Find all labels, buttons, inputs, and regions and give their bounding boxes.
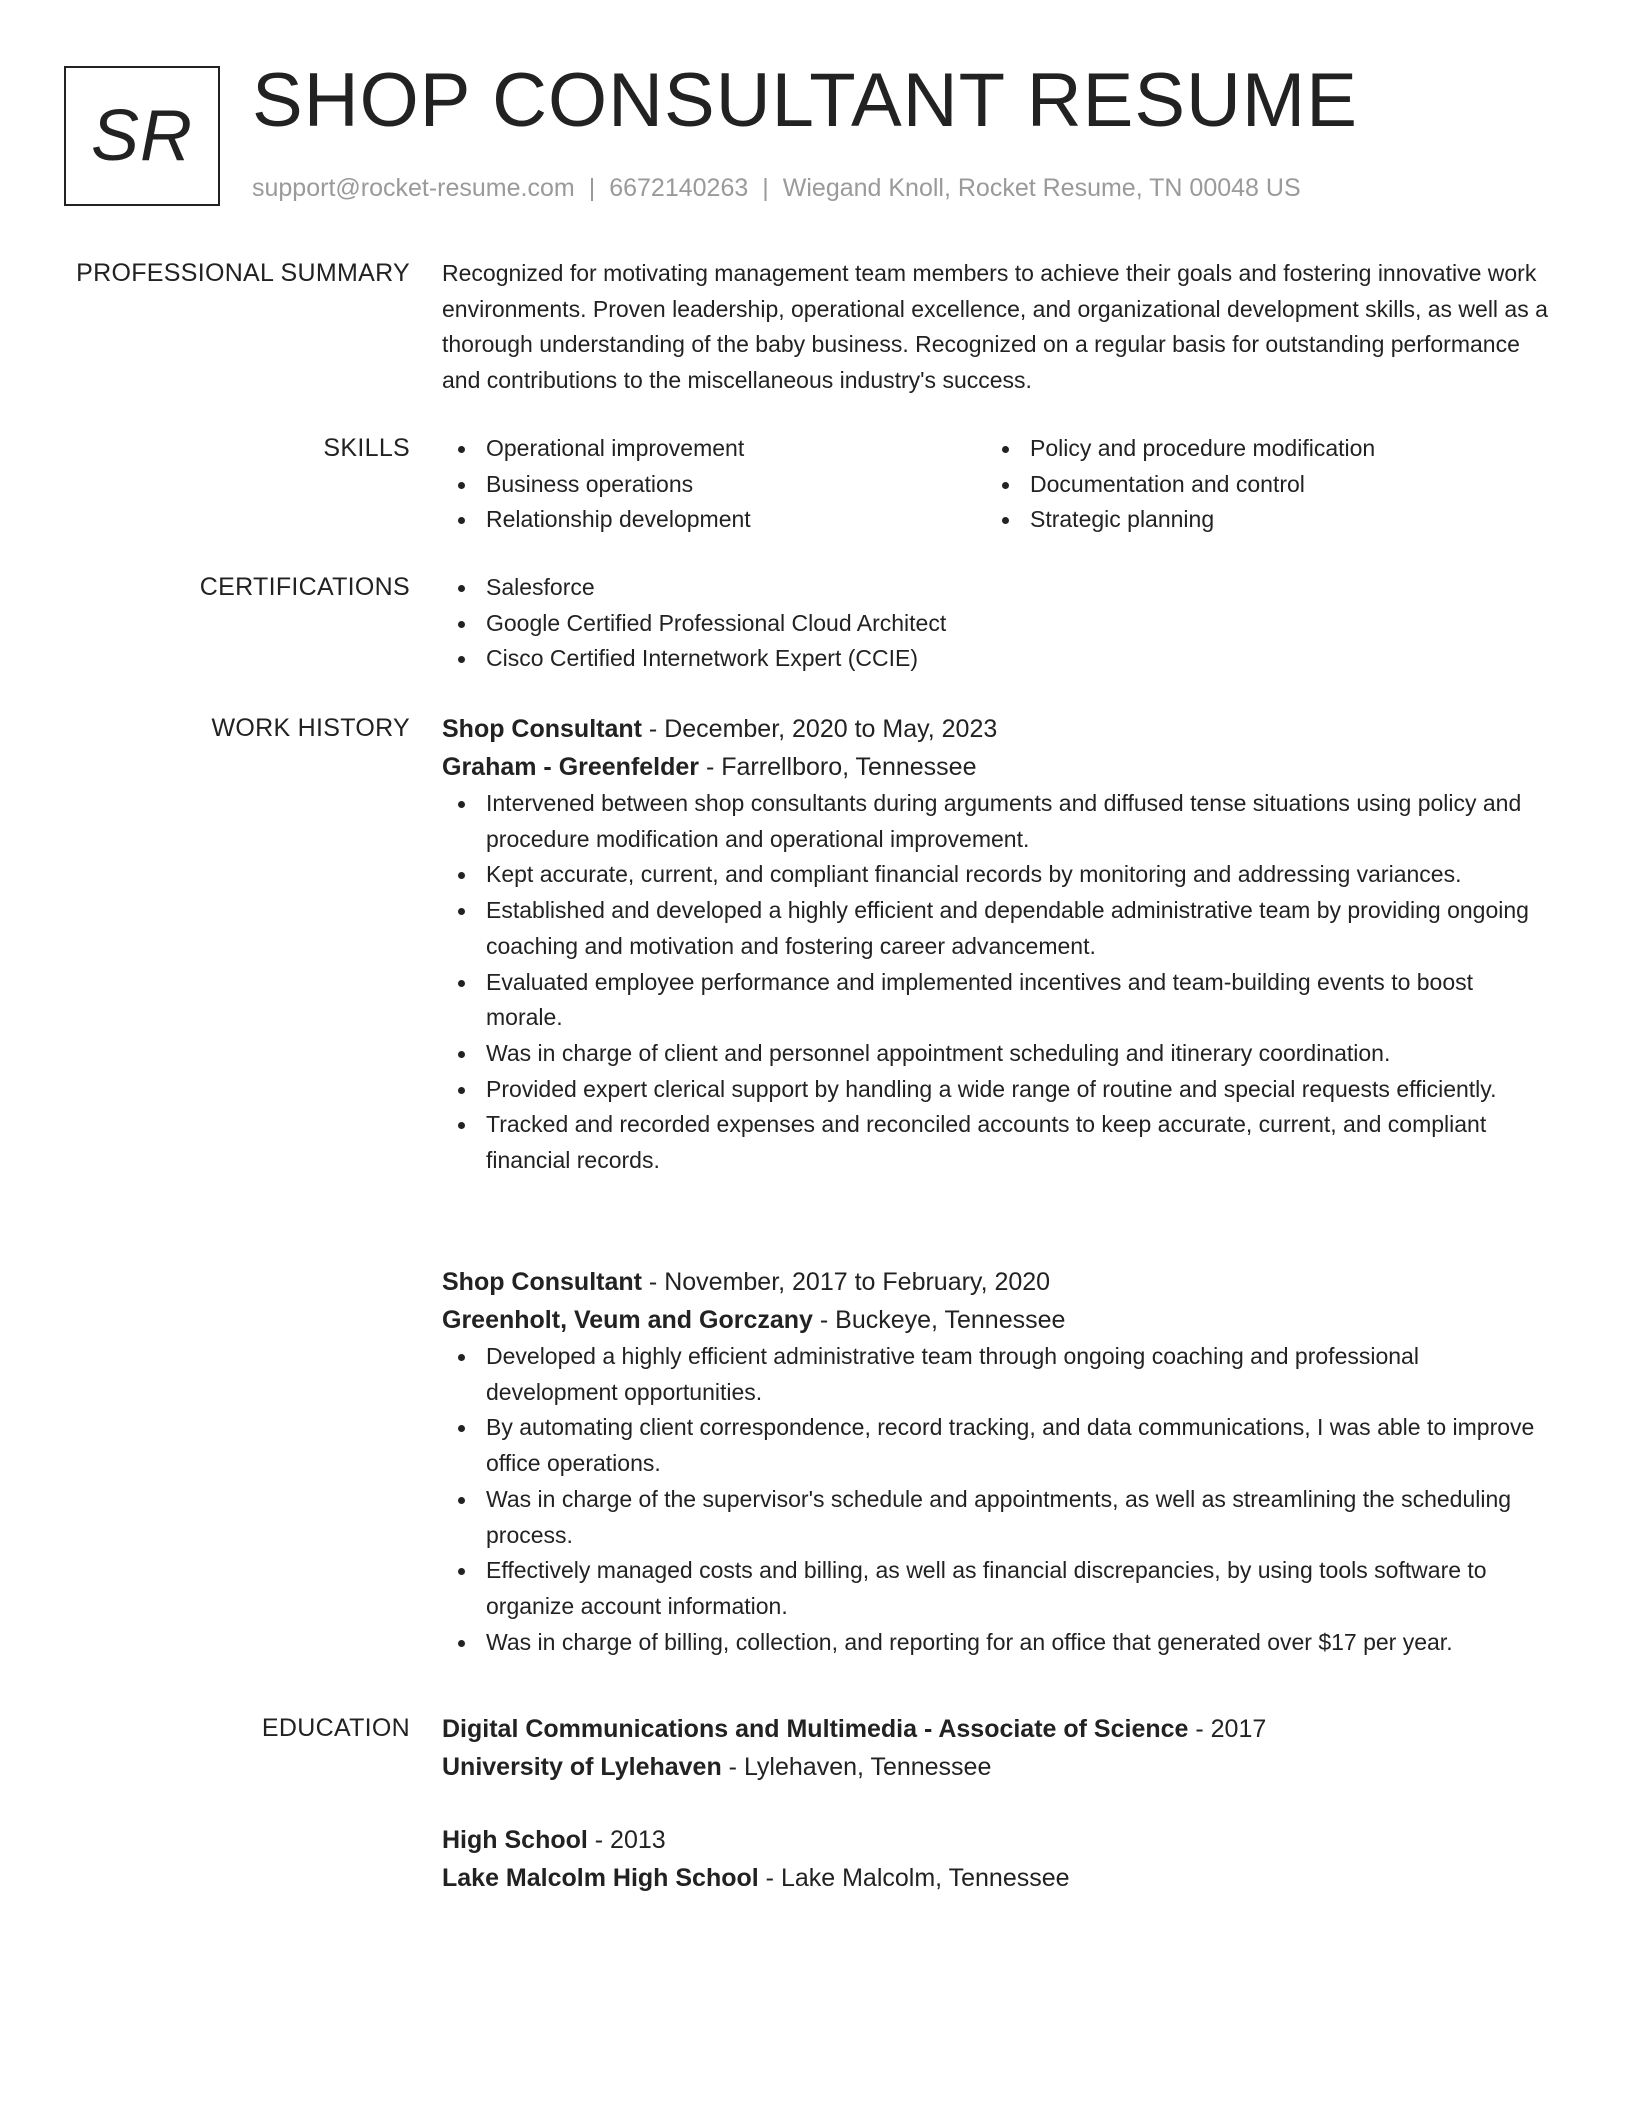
job-duty: Effectively managed costs and billing, as well as financial discrepancies, by using tools software to organize account information.: [486, 1553, 1552, 1624]
education-location: - Lylehaven, Tennessee: [721, 1752, 992, 1781]
job-duty: Developed a highly efficient administrative team through ongoing coaching and professional development opportunities.: [486, 1339, 1552, 1410]
contact-email[interactable]: support@rocket-resume.com: [252, 174, 575, 202]
job-duty: Evaluated employee performance and implemented incentives and team-building events to boost morale.: [486, 965, 1552, 1036]
education-year: - 2017: [1188, 1715, 1267, 1743]
job-duty: By automating client correspondence, record tracking, and data communications, I was able to improve office operations.: [486, 1410, 1552, 1481]
skills-list: [442, 431, 986, 538]
job-dates: - November, 2017 to February, 2020: [641, 1268, 1051, 1296]
contact-separator: |: [588, 174, 596, 202]
education-location: - Lake Malcolm, Tennessee: [758, 1863, 1070, 1892]
certification-item: Cisco Certified Internetwork Expert (CCIE): [486, 641, 1552, 677]
job-title: Shop Consultant: [442, 715, 642, 743]
education-school-line: [442, 1749, 1552, 1787]
job-title-line: [442, 711, 1552, 749]
skill-item: Strategic planning: [1030, 502, 1530, 538]
education-degree-line: [442, 1822, 1552, 1860]
job-title: Shop Consultant: [442, 1268, 642, 1296]
job-duty: Was in charge of the supervisor's schedule and appointments, as well as streamlining the scheduling process.: [486, 1482, 1552, 1553]
job-duty: Kept accurate, current, and compliant financial records by monitoring and addressing variances.: [486, 857, 1552, 893]
job-entry: [442, 711, 1552, 1179]
job-duty: Was in charge of billing, collection, and reporting for an office that generated over $17 per year.: [486, 1625, 1552, 1661]
certification-item: Google Certified Professional Cloud Architect: [486, 606, 1552, 642]
skills-heading: SKILLS: [323, 434, 410, 462]
education-entry: [442, 1822, 1552, 1897]
resume-title: SHOP CONSULTANT RESUME: [252, 58, 1358, 143]
certifications-body: [442, 570, 1552, 677]
job-title-line: [442, 1264, 1552, 1302]
skill-item: Relationship development: [486, 502, 986, 538]
job-duties-list: [442, 1339, 1552, 1660]
education-year: - 2013: [587, 1826, 666, 1854]
skill-item: Policy and procedure modification: [1030, 431, 1530, 467]
monogram-initials: SR: [90, 96, 194, 176]
job-location: - Buckeye, Tennessee: [812, 1305, 1066, 1334]
job-location: - Farrellboro, Tennessee: [699, 752, 977, 781]
job-duties-list: [442, 786, 1552, 1179]
contact-phone[interactable]: 6672140263: [609, 174, 749, 202]
job-dates: - December, 2020 to May, 2023: [641, 715, 998, 743]
education-degree: High School: [442, 1826, 588, 1854]
job-entry: [442, 1264, 1552, 1660]
job-duty: Intervened between shop consultants during arguments and diffused tense situations using policy and procedure modification and operational improvement.: [486, 786, 1552, 857]
certification-item: Salesforce: [486, 570, 1552, 606]
job-duty: Provided expert clerical support by handling a wide range of routine and special requests efficiently.: [486, 1072, 1552, 1108]
contact-separator: |: [762, 174, 769, 202]
contact-line: [252, 172, 1301, 204]
job-duty: Tracked and recorded expenses and reconciled accounts to keep accurate, current, and compliant financial records.: [486, 1107, 1552, 1178]
skills-list: [986, 431, 1530, 538]
skills-column-right: [986, 431, 1530, 538]
job-duty: Was in charge of client and personnel appointment scheduling and itinerary coordination.: [486, 1036, 1552, 1072]
skill-item: Business operations: [486, 467, 986, 503]
work-history-heading: WORK HISTORY: [211, 714, 410, 742]
skill-item: Operational improvement: [486, 431, 986, 467]
summary-heading: PROFESSIONAL SUMMARY: [76, 259, 410, 287]
job-company: Greenholt, Veum and Gorczany: [442, 1305, 813, 1334]
certifications-list: [442, 570, 1552, 677]
skills-column-left: [442, 431, 986, 538]
education-school: University of Lylehaven: [442, 1752, 722, 1781]
summary-text: Recognized for motivating management team members to achieve their goals and fostering innovative work environments. Proven leadership, operational excellence, and organizational development skills, as well as a thorough understanding of the baby business. Recognized on a regular basis for outstanding performance and contributions to the miscellaneous industry's success.: [442, 260, 1548, 394]
certifications-heading: CERTIFICATIONS: [199, 573, 410, 601]
job-company: Graham - Greenfelder: [442, 752, 700, 781]
summary-body: [442, 256, 1552, 399]
education-school-line: [442, 1860, 1552, 1898]
job-duty: Established and developed a highly efficient and dependable administrative team by providing ongoing coaching and motivation and fostering career advancement.: [486, 893, 1552, 964]
monogram-box: [64, 66, 220, 206]
skills-body: [442, 431, 1552, 538]
skill-item: Documentation and control: [1030, 467, 1530, 503]
job-company-line: [442, 749, 1552, 787]
education-heading: EDUCATION: [261, 1714, 410, 1742]
education-degree: Digital Communications and Multimedia - Associate of Science: [442, 1715, 1189, 1743]
education-school: Lake Malcolm High School: [442, 1863, 759, 1892]
education-entry: [442, 1711, 1552, 1786]
contact-address: Wiegand Knoll, Rocket Resume, TN 00048 US: [782, 174, 1301, 202]
job-company-line: [442, 1302, 1552, 1340]
education-degree-line: [442, 1711, 1552, 1749]
